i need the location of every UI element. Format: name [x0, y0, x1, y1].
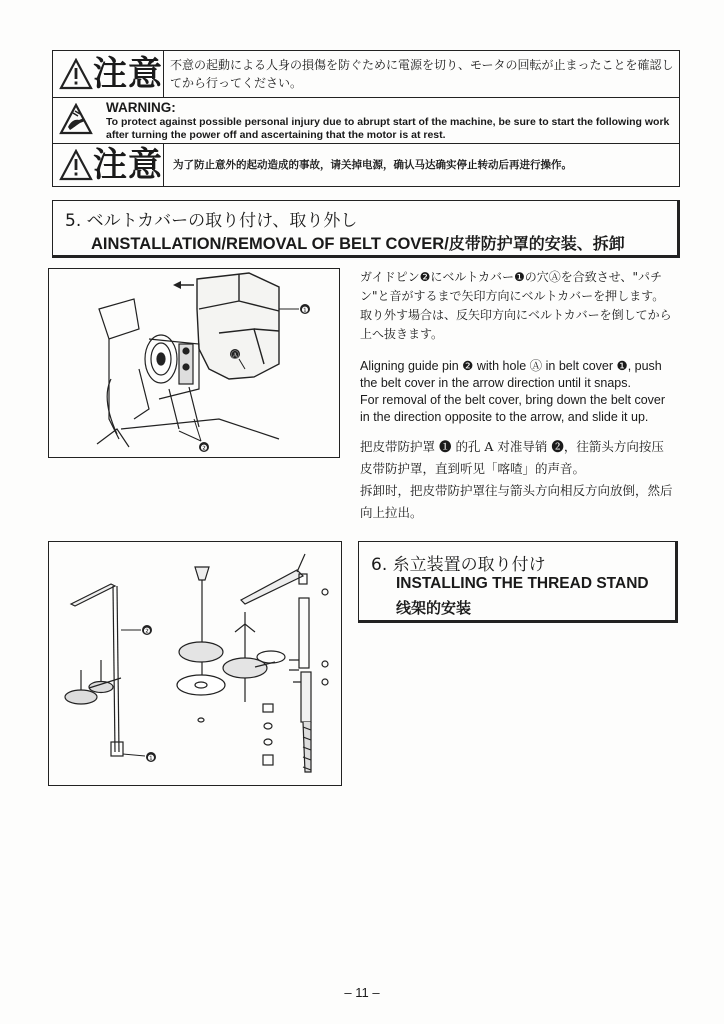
belt-cover-shape — [197, 273, 279, 379]
pin-callout: ❷ — [200, 443, 208, 453]
thread-stand-figure — [48, 541, 342, 786]
caution-jp-text: 不意の起動による人身の損傷を防ぐために電源を切り、モータの回転が止まったことを確認してから行ってください。 — [170, 58, 674, 90]
caution-zh-label-cell — [53, 144, 164, 186]
warning-en-text: To protect against possible personal injury due to abrupt start of the machine, be sure to start the following work after turning the power off and ascertaining that the motor is at rest. — [106, 116, 670, 141]
pole-callout: ❶ — [147, 753, 155, 763]
section5-title-en: AINSTALLATION/REMOVAL OF BELT COVER/ — [91, 235, 449, 253]
section5-en-paragraph2: For removal of the belt cover, bring down the belt cover in the direction opposite to the arrow, and slide it up. — [360, 393, 666, 424]
caution-zh-text: 为了防止意外的起动造成的事故，请关掉电源，确认马达确实停止转动后再进行操作。 — [173, 159, 572, 171]
caution-jp-label-cell — [53, 51, 164, 97]
caution-zh-row — [53, 144, 679, 186]
section5-title-jp: 5. ベルトカバーの取り付け、取り外し — [65, 211, 358, 231]
warning-en-title: WARNING: — [106, 100, 176, 115]
warning-triangle-icon — [59, 58, 93, 90]
section5-header — [52, 200, 680, 258]
section5-title-line2 — [91, 231, 625, 254]
hand-hazard-icon — [59, 103, 93, 135]
warning-triangle-icon — [59, 149, 93, 181]
belt-cover-drawing — [49, 269, 339, 457]
warning-block — [52, 50, 680, 187]
arm-callout: ❷ — [143, 626, 151, 636]
hole-callout: Ⓐ — [231, 350, 239, 360]
page-number: – 11 – — [344, 985, 380, 1000]
caution-zh-label: 注意 — [93, 145, 163, 185]
section5-zh-paragraph2: 拆卸时，把皮带防护罩往与箭头方向相反方向放倒，然后向上拉出。 — [360, 483, 673, 520]
direction-arrow-icon — [173, 281, 194, 289]
section5-jp-paragraph: ガイドピン❷にベルトカバー❶の穴Ⓐを合致させ、"パチン"と音がするまで矢印方向にベルトカバーを押します。取り外す場合は、反矢印方向にベルトカバーを倒してから上へ抜きます。 — [360, 270, 672, 341]
thread-stand-drawing — [49, 542, 341, 785]
section5-en-paragraph1: Aligning guide pin ❷ with hole Ⓐ in belt cover ❶, push the belt cover in the arrow direction until it snaps. — [360, 359, 662, 390]
belt-cover-figure — [48, 268, 340, 458]
section6-title-zh: 线架的安装 — [396, 599, 472, 617]
caution-jp-row — [53, 51, 679, 98]
section6-title-jp: 6. 糸立装置の取り付け — [371, 555, 546, 575]
section5-zh-paragraph1: 把皮带防护罩 ❶ 的孔 A 对准导销 ❷，往箭头方向按压皮带防护罩，直到听见「喀喳」的声音。 — [360, 439, 664, 476]
section5-title-zh: 皮带防护罩的安装、拆卸 — [448, 234, 625, 253]
section6-header — [358, 541, 678, 623]
cover-callout: ❶ — [301, 305, 309, 315]
caution-jp-label: 注意 — [93, 54, 163, 94]
section6-title-en: INSTALLING THE THREAD STAND — [396, 575, 649, 592]
warning-en-row — [53, 98, 679, 144]
